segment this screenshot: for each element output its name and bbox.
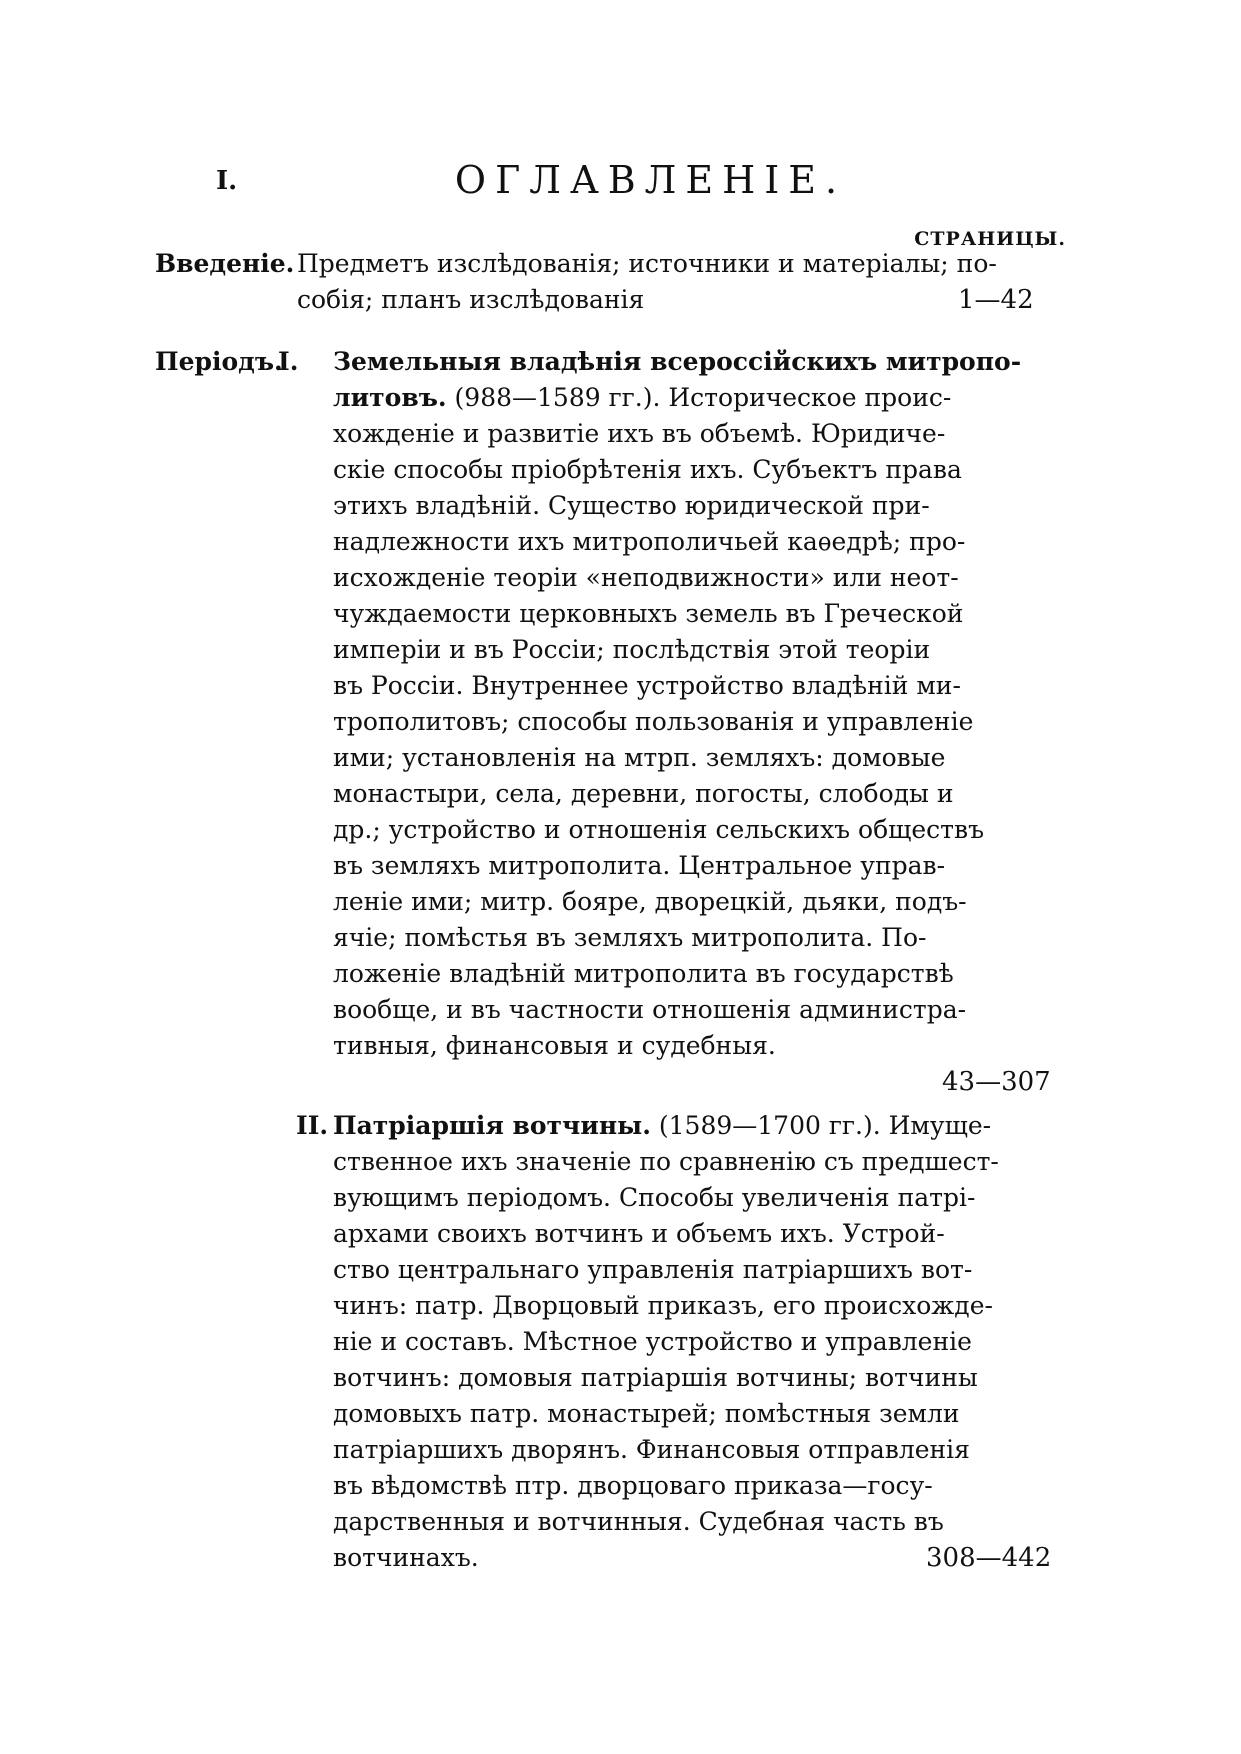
- period-1-line: скіе способы пріобрѣтенія ихъ. Субъектъ права: [333, 455, 962, 484]
- period-1-line: ложеніе владѣній митрополита въ государствѣ: [333, 959, 954, 988]
- period-2-line: вующимъ періодомъ. Способы увеличенія патрі-: [333, 1183, 976, 1212]
- period-1-line: этихъ владѣній. Существо юридической при-: [333, 491, 930, 520]
- period-1-line: въ земляхъ митрополита. Центральное управ-: [333, 851, 946, 880]
- period-1-line: чуждаемости церковныхъ земель въ Греческой: [333, 599, 964, 628]
- period-2-line: вотчинахъ.: [333, 1543, 479, 1572]
- period-2-dates: (1589—1700 гг.). Имуще-: [658, 1111, 992, 1140]
- period-1-line: др.; устройство и отношенія сельскихъ обществъ: [333, 815, 984, 844]
- period-1-line: въ Россіи. Внутреннее устройство владѣній ми-: [333, 671, 961, 700]
- intro-pages: 1—42: [958, 285, 1034, 315]
- period-1-heading: Земельныя владѣнія всероссійскихъ митропо-: [333, 347, 1022, 376]
- page-marker: I.: [216, 166, 238, 196]
- period-2-line: ніе и составъ. Мѣстное устройство и управленіе: [333, 1327, 972, 1356]
- period-2-line: въ вѣдомствѣ птр. дворцоваго приказа—госу-: [333, 1471, 933, 1500]
- period-2-line: [333, 1108, 992, 1144]
- period-1-line: тивныя, финансовыя и судебныя.: [333, 1031, 776, 1060]
- period-2-line: архами своихъ вотчинъ и объемъ ихъ. Устрой-: [333, 1219, 945, 1248]
- period-1-line: ими; установленія на мтрп. земляхъ: домовые: [333, 743, 946, 772]
- period-2-line: ство центральнаго управленія патріаршихъ вот-: [333, 1255, 973, 1284]
- period-1-line: имперіи и въ Россіи; послѣдствія этой теоріи: [333, 635, 931, 664]
- toc-entry-period-1: [0, 344, 1241, 1097]
- period-1-line: вообще, и въ частности отношенія администра-: [333, 995, 967, 1024]
- period-2-line: вотчинъ: домовыя патріаршія вотчины; вотчины: [333, 1363, 978, 1392]
- period-1-line: трополитовъ; способы пользованія и управленіе: [333, 707, 974, 736]
- pages-column-header: СТРАНИЦЫ.: [914, 228, 1066, 250]
- intro-line: Предметъ изслѣдованія; источники и матеріалы; по-: [297, 249, 997, 278]
- period-1-dates: (988—1589 гг.). Историческое проис-: [454, 383, 952, 412]
- period-2-line: дарственныя и вотчинныя. Судебная часть въ: [333, 1507, 944, 1536]
- period-1-line: ячіе; помѣстья въ земляхъ митрополита. По-: [333, 923, 927, 952]
- period-1-line: монастыри, села, деревни, погосты, слободы и: [333, 779, 954, 808]
- period-2-numeral: II.: [296, 1111, 329, 1140]
- period-2-line: патріаршихъ дворянъ. Финансовыя отправленія: [333, 1435, 970, 1464]
- period-1-numeral: I.: [278, 347, 299, 376]
- period-1-text: [333, 344, 1022, 1064]
- period-2-line: ственное ихъ значеніе по сравненію съ предшест-: [333, 1147, 999, 1176]
- period-2-line: чинъ: патр. Дворцовый приказъ, его происхожде-: [333, 1291, 993, 1320]
- period-2-pages: 308—442: [926, 1543, 1052, 1573]
- period-1-heading-end: литовъ.: [333, 383, 447, 412]
- toc-entry-period-2: [0, 1108, 1241, 1608]
- period-1-line: леніе ими; митр. бояре, дворецкій, дьяки, подъ-: [333, 887, 967, 916]
- period-1-line: [333, 380, 952, 416]
- intro-line: собія; планъ изслѣдованія: [297, 285, 645, 314]
- period-2-heading: Патріаршія вотчины.: [333, 1111, 651, 1140]
- period-2-line: домовыхъ патр. монастырей; помѣстныя земли: [333, 1399, 960, 1428]
- period-1-line: исхожденіе теоріи «неподвижности» или неот-: [333, 563, 959, 592]
- period-1-line: надлежности ихъ митрополичьей каѳедрѣ; про-: [333, 527, 966, 556]
- page-title: ОГЛАВЛЕНІЕ.: [454, 158, 847, 202]
- intro-label: Введеніе.: [155, 249, 295, 278]
- period-1-line: хожденіе и развитіе ихъ въ объемѣ. Юридиче-: [333, 419, 946, 448]
- toc-entry-intro: [0, 246, 1241, 326]
- period-label: Періодъ.: [155, 347, 283, 376]
- period-1-pages: 43—307: [942, 1067, 1051, 1097]
